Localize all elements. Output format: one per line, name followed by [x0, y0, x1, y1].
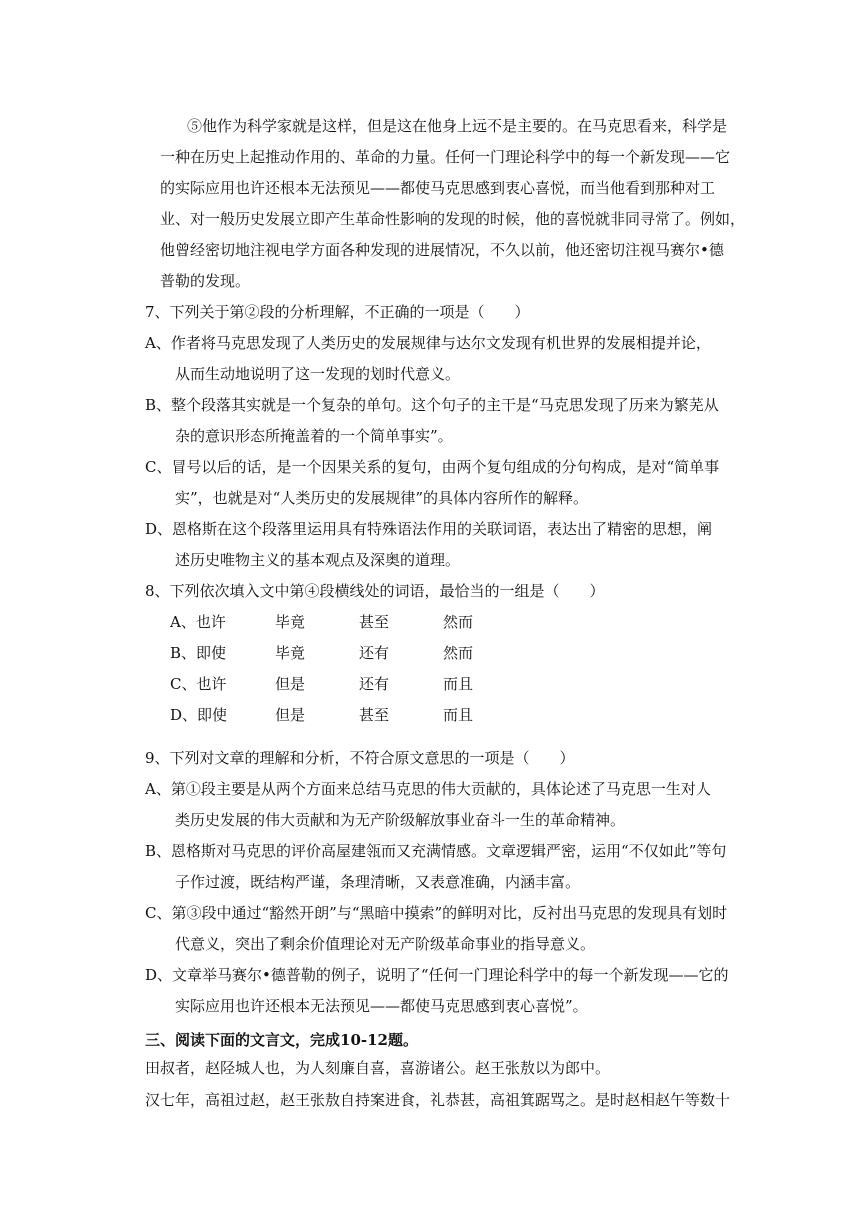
option-cell: 还有 [359, 644, 390, 662]
paragraph-line: 他曾经密切地注视电学方面各种发现的进展情况，不久以前，他还密切注视马赛尔•德 [160, 241, 724, 259]
option-cell: 还有 [359, 675, 390, 693]
question-9-option-c-cont: 代意义，突出了剩余价值理论对无产阶级革命事业的指导意义。 [175, 935, 596, 953]
option-cell: 而且 [443, 675, 474, 693]
question-9-option-b: B、恩格斯对马克思的评价高屋建瓴而又充满情感。文章逻辑严密，运用“不仅如此”等句 [145, 842, 727, 860]
option-cell: 甚至 [359, 613, 390, 631]
option-cell: 毕竟 [275, 613, 306, 631]
question-9-option-c: C、第③段中通过“豁然开朗”与“黑暗中摸索”的鲜明对比，反衬出马克思的发现具有划时 [145, 904, 728, 922]
option-cell: C、也许 [170, 675, 227, 693]
classical-text-line: 汉七年，高祖过赵，赵王张敖自持案进食，礼恭甚，高祖箕踞骂之。是时赵相赵午等数十 [145, 1091, 731, 1109]
question-9-option-a-cont: 类历史发展的伟大贡献和为无产阶级解放事业奋斗一生的革命精神。 [175, 811, 626, 829]
option-cell: D、即使 [170, 706, 228, 724]
option-cell: 而且 [443, 706, 474, 724]
option-cell: 然而 [443, 644, 474, 662]
option-cell: 甚至 [359, 706, 390, 724]
question-8-stem: 8、下列依次填入文中第④段横线处的词语，最恰当的一组是（ ） [145, 582, 605, 600]
question-7-option-d: D、恩格斯在这个段落里运用具有特殊语法作用的关联词语，表达出了精密的思想，阐 [145, 520, 713, 538]
question-7-stem: 7、下列关于第②段的分析理解，不正确的一项是（ ） [145, 303, 530, 321]
question-9-option-b-cont: 子作过渡，既结构严谨，条理清晰，又表意准确，内涵丰富。 [175, 873, 581, 891]
paragraph-line: ⑤他作为科学家就是这样，但是这在他身上远不是主要的。在马克思看来，科学是 [187, 117, 728, 135]
paragraph-line: 的实际应用也许还根本无法预见——都使马克思感到衷心喜悦，而当他看到那种对工 [160, 179, 716, 197]
question-9-option-a: A、第①段主要是从两个方面来总结马克思的伟大贡献的，具体论述了马克思一生对人 [145, 780, 711, 798]
option-cell: 但是 [275, 675, 306, 693]
question-9-option-d-cont: 实际应用也许还根本无法预见——都使马克思感到衷心喜悦”。 [175, 997, 588, 1015]
option-cell: B、即使 [170, 644, 227, 662]
question-7-option-d-cont: 述历史唯物主义的基本观点及深奥的道理。 [175, 551, 461, 569]
question-7-option-a-cont: 从而生动地说明了这一发现的划时代意义。 [175, 365, 461, 383]
option-cell: 毕竟 [275, 644, 306, 662]
question-9-option-d: D、文章举马赛尔•德普勒的例子，说明了“任何一门理论科学中的每一个新发现——它的 [145, 966, 729, 984]
paragraph-line: 一种在历史上起推动作用的、革命的力量。任何一门理论科学中的每一个新发现——它 [160, 148, 731, 166]
question-9-stem: 9、下列对文章的理解和分析，不符合原文意思的一项是（ ） [145, 749, 575, 767]
option-cell: 然而 [443, 613, 474, 631]
paragraph-line: 业、对一般历史发展立即产生革命性影响的发现的时候，他的喜悦就非同寻常了。例如， [160, 210, 746, 228]
paragraph-line: 普勒的发现。 [160, 272, 251, 290]
classical-text-line: 田叔者，赵陉城人也，为人刻廉自喜，喜游诸公。赵王张敖以为郎中。 [145, 1059, 611, 1077]
question-7-option-b: B、整个段落其实就是一个复杂的单句。这个句子的主干是“马克思发现了历来为繁芜从 [145, 396, 719, 414]
question-7-option-b-cont: 杂的意识形态所掩盖着的一个简单事实”。 [175, 427, 453, 445]
section-heading: 三、阅读下面的文言文，完成10-12题。 [145, 1031, 418, 1049]
option-cell: 但是 [275, 706, 306, 724]
question-7-option-c-cont: 实”，也就是对“人类历史的发展规律”的具体内容所作的解释。 [175, 489, 589, 507]
option-cell: A、也许 [170, 613, 226, 631]
question-7-option-a: A、作者将马克思发现了人类历史的发展规律与达尔文发现有机世界的发展相提并论， [145, 334, 711, 352]
question-7-option-c: C、冒号以后的话，是一个因果关系的复句，由两个复句组成的分句构成，是对“简单事 [145, 458, 720, 476]
